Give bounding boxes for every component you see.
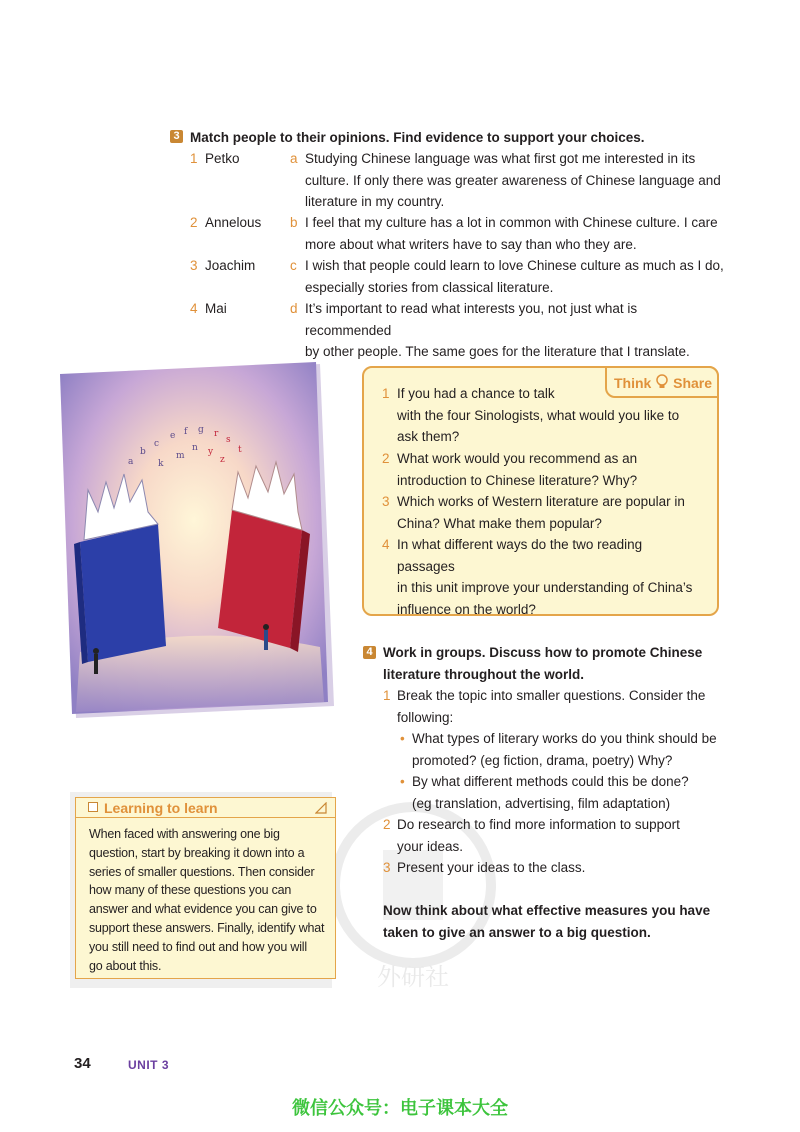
svg-text:n: n [192, 443, 198, 453]
bullet-line: promoted? (eg fiction, drama, poetry) Why? [412, 752, 673, 768]
opinion-letter: d [290, 301, 298, 316]
tip-line: question, start by breaking it down into a [89, 845, 305, 860]
step-text [397, 685, 723, 728]
books-illustration [58, 362, 336, 722]
question-line: In what different ways do the two reading passages [397, 537, 643, 574]
opinion-letter: c [290, 258, 297, 273]
exercise-instruction: Match people to their opinions. Find evidence to support your choices. [190, 130, 645, 145]
row-number: 3 [190, 258, 198, 273]
svg-text:f: f [184, 427, 188, 437]
question-line: with the four Sinologists, what would you like to [397, 407, 680, 423]
unit-label: UNIT 3 [128, 1058, 170, 1072]
bullet-dot-icon: • [400, 731, 405, 746]
learning-to-learn-box [75, 797, 336, 979]
tip-line: answer and what evidence you can give to [89, 902, 317, 917]
opinion-line: Studying Chinese language was what first got me interested in its [305, 151, 696, 166]
svg-text:z: z [220, 455, 225, 465]
question-number: 1 [382, 386, 390, 401]
opinion-text [305, 148, 725, 213]
bullet-line: By what different methods could this be done? [412, 774, 689, 789]
learning-to-learn-title: Learning to learn [104, 800, 218, 816]
step-text [397, 857, 723, 879]
question-line: What work would you recommend as an [397, 451, 638, 466]
bullet-text [412, 728, 727, 771]
step-number: 2 [383, 817, 391, 832]
tip-line: how many of these questions you can [89, 883, 292, 898]
svg-text:s: s [226, 435, 231, 445]
question-number: 3 [382, 494, 390, 509]
svg-text:e: e [170, 431, 176, 441]
exercise-badge: 4 [363, 646, 376, 659]
opinion-letter: a [290, 151, 298, 166]
exercise-badge: 3 [170, 130, 183, 143]
opinion-line: more about what writers have to say than who they are. [305, 236, 637, 252]
question-text [397, 534, 702, 620]
opinion-letter: b [290, 215, 298, 230]
svg-text:b: b [140, 447, 146, 457]
question-text [397, 383, 702, 448]
step-text [397, 814, 723, 857]
opinion-text [305, 298, 725, 363]
question-number: 2 [382, 451, 390, 466]
step-line: following: [397, 709, 454, 725]
corner-triangle-icon [315, 802, 327, 814]
question-text [397, 491, 702, 534]
page-number: 34 [74, 1055, 91, 1072]
question-line: If you had a chance to talk [397, 386, 555, 401]
title-think: Think [614, 375, 652, 391]
question-text [397, 448, 702, 491]
row-number: 1 [190, 151, 198, 166]
question-line: Which works of Western literature are popular in [397, 494, 685, 509]
closing-line: Now think about what effective measures you have [383, 903, 711, 918]
bullet-text [412, 771, 727, 814]
opinion-line: by other people. The same goes for the literature that I translate. [305, 344, 690, 359]
opinion-text [305, 255, 725, 298]
svg-text:m: m [176, 451, 185, 461]
instruction-line: Work in groups. Discuss how to promote Chinese [383, 645, 703, 660]
opinion-line: It’s important to read what interests you, not just what is recommended [305, 301, 638, 338]
step-line: Break the topic into smaller questions. Consider the [397, 688, 706, 703]
exercise-3 [170, 127, 740, 359]
tip-line: you still need to find out and how you will [89, 939, 307, 954]
svg-text:t: t [238, 445, 242, 455]
instruction-line: literature throughout the world. [383, 666, 584, 682]
opinion-line: I feel that my culture has a lot in common with Chinese culture. I care [305, 215, 718, 230]
question-line: influence on the world? [397, 601, 536, 617]
tip-line: When faced with answering one big [89, 827, 280, 841]
row-number: 2 [190, 215, 198, 230]
closing-line: taken to give an answer to a big question. [383, 924, 651, 940]
svg-text:r: r [214, 429, 219, 439]
opinion-text [305, 212, 725, 255]
title-share: Share [673, 375, 713, 391]
svg-text:y: y [208, 447, 214, 457]
watermark-text: 外研社 [377, 963, 449, 991]
step-line: Do research to find more information to support [397, 817, 680, 832]
step-number: 1 [383, 688, 391, 703]
svg-text:g: g [198, 425, 204, 435]
question-line: China? What make them popular? [397, 515, 602, 531]
row-number: 4 [190, 301, 198, 316]
bullet-line: What types of literary works do you think should be [412, 731, 717, 746]
person-name: Mai [205, 301, 227, 316]
step-number: 3 [383, 860, 391, 875]
learning-to-learn-text [89, 825, 325, 975]
tip-line: go about this. [89, 958, 162, 973]
tip-line: support these answers. Finally, identify what [89, 920, 325, 935]
opinion-line: culture. If only there was greater awareness of Chinese language and [305, 172, 721, 188]
opinion-line: I wish that people could learn to love Chinese culture as much as I do, [305, 258, 724, 273]
opinion-line: especially stories from classical literature. [305, 279, 554, 295]
person-name: Joachim [205, 258, 256, 273]
exercise-instruction [383, 642, 723, 685]
step-line: your ideas. [397, 838, 464, 854]
bullet-line: (eg translation, advertising, film adaptation) [412, 795, 671, 811]
svg-text:a: a [128, 457, 134, 467]
bullet-dot-icon: • [400, 774, 405, 789]
closing-prompt [383, 900, 728, 943]
question-line: ask them? [397, 429, 460, 444]
wechat-caption: 微信公众号：电子课本大全 [292, 1098, 508, 1119]
svg-text:c: c [154, 439, 160, 449]
opinion-line: literature in my country. [305, 194, 445, 209]
question-line: introduction to Chinese literature? Why? [397, 472, 638, 488]
person-name: Petko [205, 151, 240, 166]
checkbox-square-icon [88, 802, 98, 812]
step-line: Present your ideas to the class. [397, 860, 586, 875]
learning-to-learn-header [76, 798, 335, 818]
question-line: in this unit improve your understanding of China’s [397, 580, 693, 595]
tip-line: series of smaller questions. Then consider [89, 864, 315, 879]
person-name: Annelous [205, 215, 262, 230]
svg-text:k: k [158, 459, 164, 469]
question-number: 4 [382, 537, 390, 552]
